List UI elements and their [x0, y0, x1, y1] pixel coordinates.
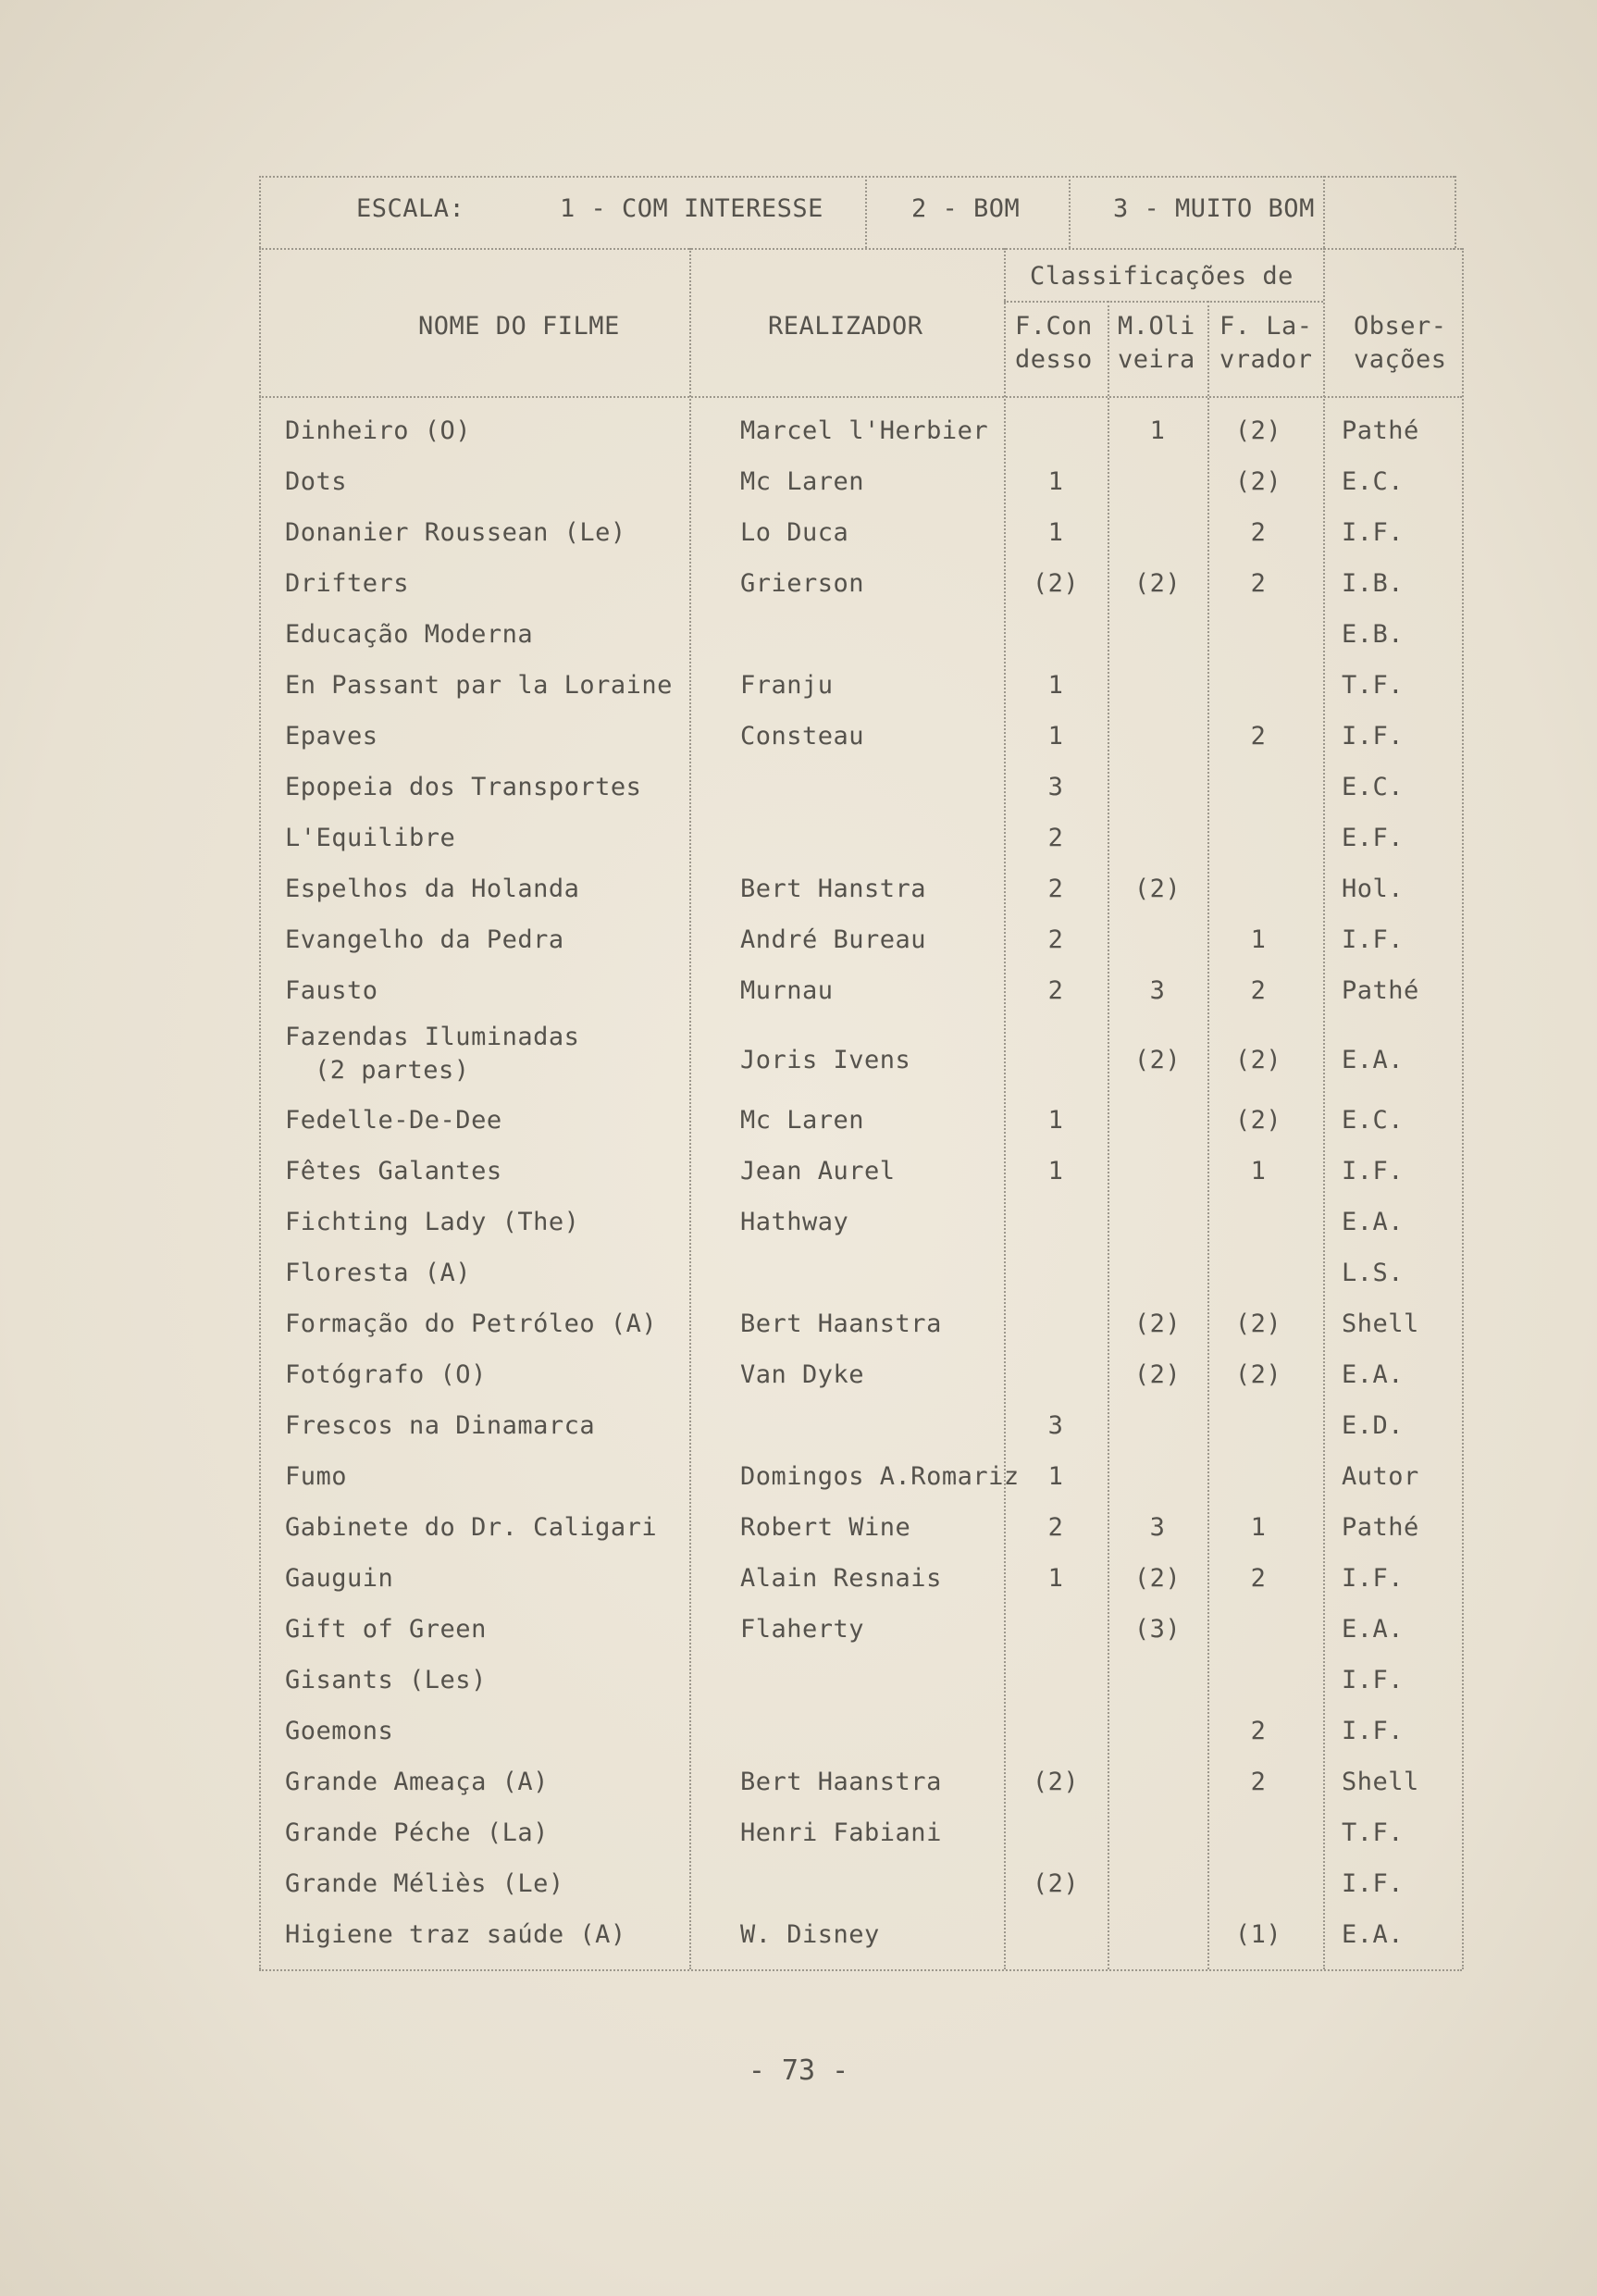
rating-fcondesso-cell: 1 [1047, 722, 1064, 751]
director-cell: Marcel l'Herbier [740, 416, 989, 445]
rating-fcondesso-cell: 3 [1047, 773, 1064, 801]
notes-cell: L.S. [1342, 1259, 1405, 1287]
film-name-cell: Gisants (Les) [285, 1666, 487, 1694]
notes-cell: E.C. [1342, 1106, 1405, 1135]
page-number: - 73 - [748, 2054, 849, 2087]
rating-moliveira-cell: (3) [1133, 1615, 1182, 1644]
rating-flavrador-cell: (2) [1234, 1046, 1282, 1074]
notes-cell: Pathé [1342, 1513, 1419, 1542]
film-name-cell: Formação do Petróleo (A) [285, 1309, 658, 1338]
scale-level-3: 3 - MUITO BOM [1113, 194, 1315, 223]
notes-cell: Hol. [1342, 875, 1405, 903]
rating-moliveira-cell: (2) [1133, 1046, 1182, 1074]
rating-fcondesso-cell: 1 [1047, 467, 1064, 496]
rating-flavrador-cell: (2) [1234, 1360, 1282, 1389]
film-name-cell: Fotógrafo (O) [285, 1360, 487, 1389]
col-border-rater3 [1323, 248, 1325, 1969]
rating-flavrador-cell: 2 [1250, 976, 1267, 1005]
director-cell: Lo Duca [740, 518, 849, 547]
notes-cell: I.F. [1342, 1869, 1405, 1898]
notes-cell: Pathé [1342, 416, 1419, 445]
director-cell: Bert Haanstra [740, 1309, 942, 1338]
rating-flavrador-cell: (2) [1234, 416, 1282, 445]
header-bottom-border [259, 396, 1462, 398]
notes-cell: I.F. [1342, 1717, 1405, 1745]
notes-cell: I.F. [1342, 1157, 1405, 1185]
header-classifications: Classificações de [1030, 262, 1294, 291]
director-cell: Bert Hanstra [740, 875, 927, 903]
notes-cell: I.F. [1342, 722, 1405, 751]
film-name-cell: Frescos na Dinamarca [285, 1411, 596, 1440]
scale-divider-1 [865, 176, 867, 248]
rating-fcondesso-cell: (2) [1032, 1869, 1080, 1898]
director-cell: Domingos A.Romariz [740, 1462, 1020, 1491]
rating-moliveira-cell: 3 [1149, 1513, 1166, 1542]
rating-fcondesso-cell: (2) [1032, 1768, 1080, 1796]
film-name-cell: L'Equilibre [285, 824, 456, 852]
col-border-rater2 [1207, 301, 1209, 1969]
film-name-cell: Floresta (A) [285, 1259, 472, 1287]
director-cell: Joris Ivens [740, 1046, 911, 1074]
film-name-cell: Donanier Roussean (Le) [285, 518, 626, 547]
film-name-cell: Espelhos da Holanda [285, 875, 580, 903]
director-cell: Van Dyke [740, 1360, 865, 1389]
notes-cell: E.A. [1342, 1046, 1405, 1074]
rating-moliveira-cell: (2) [1133, 1360, 1182, 1389]
director-cell: Henri Fabiani [740, 1818, 942, 1847]
film-name-cell: Fêtes Galantes [285, 1157, 502, 1185]
notes-cell: E.F. [1342, 824, 1405, 852]
rating-flavrador-cell: (1) [1234, 1920, 1282, 1949]
header-rater2-line2: veira [1118, 345, 1195, 374]
col-border-director [1004, 248, 1006, 1969]
film-name-cell: Dots [285, 467, 348, 496]
director-cell: Robert Wine [740, 1513, 911, 1542]
scale-right-border [1455, 176, 1456, 248]
rating-fcondesso-cell: 2 [1047, 976, 1064, 1005]
rating-fcondesso-cell: 1 [1047, 518, 1064, 547]
notes-cell: I.F. [1342, 518, 1405, 547]
rating-moliveira-cell: (2) [1133, 569, 1182, 598]
rating-moliveira-cell: 1 [1149, 416, 1166, 445]
notes-cell: Autor [1342, 1462, 1419, 1491]
scale-left-border [259, 176, 261, 248]
classifications-divider [1004, 301, 1323, 303]
notes-cell: I.B. [1342, 569, 1405, 598]
rating-moliveira-cell: (2) [1133, 1564, 1182, 1593]
director-cell: Mc Laren [740, 1106, 865, 1135]
director-cell: André Bureau [740, 925, 927, 954]
film-name-cell: Epopeia dos Transportes [285, 773, 642, 801]
rating-moliveira-cell: (2) [1133, 875, 1182, 903]
rating-flavrador-cell: 2 [1250, 1768, 1267, 1796]
scale-level-1: 1 - COM INTERESSE [560, 194, 823, 223]
rating-flavrador-cell: 2 [1250, 1717, 1267, 1745]
rating-flavrador-cell: 2 [1250, 518, 1267, 547]
notes-cell: I.F. [1342, 1564, 1405, 1593]
header-rater1-line2: desso [1015, 345, 1093, 374]
rating-fcondesso-cell: 1 [1047, 671, 1064, 700]
director-cell: Alain Resnais [740, 1564, 942, 1593]
rating-fcondesso-cell: 1 [1047, 1462, 1064, 1491]
director-cell: Flaherty [740, 1615, 865, 1644]
rating-fcondesso-cell: 1 [1047, 1564, 1064, 1593]
col-border-left [259, 248, 261, 1969]
header-notes-line2: vações [1354, 345, 1447, 374]
notes-cell: E.C. [1342, 773, 1405, 801]
notes-cell: E.B. [1342, 620, 1405, 649]
director-cell: Mc Laren [740, 467, 865, 496]
col-border-right [1462, 248, 1464, 1969]
scale-level-2: 2 - BOM [911, 194, 1021, 223]
rating-flavrador-cell: 2 [1250, 569, 1267, 598]
scale-top-border [259, 176, 1455, 178]
rating-flavrador-cell: 1 [1250, 1513, 1267, 1542]
notes-cell: T.F. [1342, 1818, 1405, 1847]
film-name-cell: Epaves [285, 722, 378, 751]
film-name-cell: Fazendas Iluminadas [285, 1023, 580, 1051]
header-director: REALIZADOR [768, 312, 923, 341]
rating-flavrador-cell: 2 [1250, 722, 1267, 751]
rating-fcondesso-cell: (2) [1032, 569, 1080, 598]
film-name-cell: En Passant par la Loraine [285, 671, 673, 700]
rating-moliveira-cell: 3 [1149, 976, 1166, 1005]
rating-fcondesso-cell: 2 [1047, 925, 1064, 954]
notes-cell: Pathé [1342, 976, 1419, 1005]
film-name-cell: Fumo [285, 1462, 348, 1491]
rating-flavrador-cell: (2) [1234, 1309, 1282, 1338]
director-cell: Franju [740, 671, 834, 700]
scale-divider-2 [1069, 176, 1071, 248]
director-cell: Jean Aurel [740, 1157, 896, 1185]
notes-cell: E.A. [1342, 1360, 1405, 1389]
notes-cell: E.D. [1342, 1411, 1405, 1440]
director-cell: Murnau [740, 976, 834, 1005]
rating-flavrador-cell: 1 [1250, 1157, 1267, 1185]
header-rater3-line1: F. La- [1219, 312, 1313, 341]
director-cell: Hathway [740, 1208, 849, 1236]
notes-cell: E.A. [1342, 1920, 1405, 1949]
film-name-cell: Fedelle-De-Dee [285, 1106, 502, 1135]
director-cell: W. Disney [740, 1920, 880, 1949]
film-name-cell: Higiene traz saúde (A) [285, 1920, 626, 1949]
header-rater3-line2: vrador [1219, 345, 1313, 374]
notes-cell: E.A. [1342, 1615, 1405, 1644]
rating-fcondesso-cell: 2 [1047, 1513, 1064, 1542]
col-border-film [689, 248, 691, 1969]
rating-fcondesso-cell: 3 [1047, 1411, 1064, 1440]
rating-flavrador-cell: 2 [1250, 1564, 1267, 1593]
film-name-cell: Evangelho da Pedra [285, 925, 564, 954]
header-rater2-line1: M.Oli [1118, 312, 1195, 341]
film-name-cell: Grande Méliès (Le) [285, 1869, 564, 1898]
rating-fcondesso-cell: 2 [1047, 875, 1064, 903]
rating-moliveira-cell: (2) [1133, 1309, 1182, 1338]
rating-fcondesso-cell: 2 [1047, 824, 1064, 852]
film-name-cell: Grande Ameaça (A) [285, 1768, 549, 1796]
film-name-cell: Fausto [285, 976, 378, 1005]
notes-cell: Shell [1342, 1309, 1419, 1338]
director-cell: Bert Haanstra [740, 1768, 942, 1796]
rating-flavrador-cell: (2) [1234, 1106, 1282, 1135]
film-name-cell: Gauguin [285, 1564, 394, 1593]
scale-label: ESCALA: [356, 194, 465, 223]
header-notes-line1: Obser- [1354, 312, 1447, 341]
film-name-cell: Grande Péche (La) [285, 1818, 549, 1847]
header-rater1-line1: F.Con [1015, 312, 1093, 341]
director-cell: Grierson [740, 569, 865, 598]
film-name-cell: Goemons [285, 1717, 394, 1745]
film-name-cell: Educação Moderna [285, 620, 534, 649]
film-name-cell: Fichting Lady (The) [285, 1208, 580, 1236]
notes-cell: E.C. [1342, 467, 1405, 496]
scale-divider-3 [1323, 176, 1325, 248]
film-name-cell: Gift of Green [285, 1615, 487, 1644]
notes-cell: T.F. [1342, 671, 1405, 700]
header-film-name: NOME DO FILME [418, 312, 620, 341]
table-top-border [259, 248, 1462, 250]
rating-flavrador-cell: (2) [1234, 467, 1282, 496]
director-cell: Consteau [740, 722, 865, 751]
film-name-cell: Drifters [285, 569, 410, 598]
notes-cell: Shell [1342, 1768, 1419, 1796]
rating-flavrador-cell: 1 [1250, 925, 1267, 954]
notes-cell: I.F. [1342, 925, 1405, 954]
notes-cell: E.A. [1342, 1208, 1405, 1236]
rating-fcondesso-cell: 1 [1047, 1157, 1064, 1185]
film-name-cell-line2: (2 partes) [315, 1056, 470, 1085]
table-bottom-border [259, 1969, 1462, 1971]
notes-cell: I.F. [1342, 1666, 1405, 1694]
rating-fcondesso-cell: 1 [1047, 1106, 1064, 1135]
col-border-rater1 [1108, 301, 1109, 1969]
film-name-cell: Dinheiro (O) [285, 416, 472, 445]
film-name-cell: Gabinete do Dr. Caligari [285, 1513, 658, 1542]
